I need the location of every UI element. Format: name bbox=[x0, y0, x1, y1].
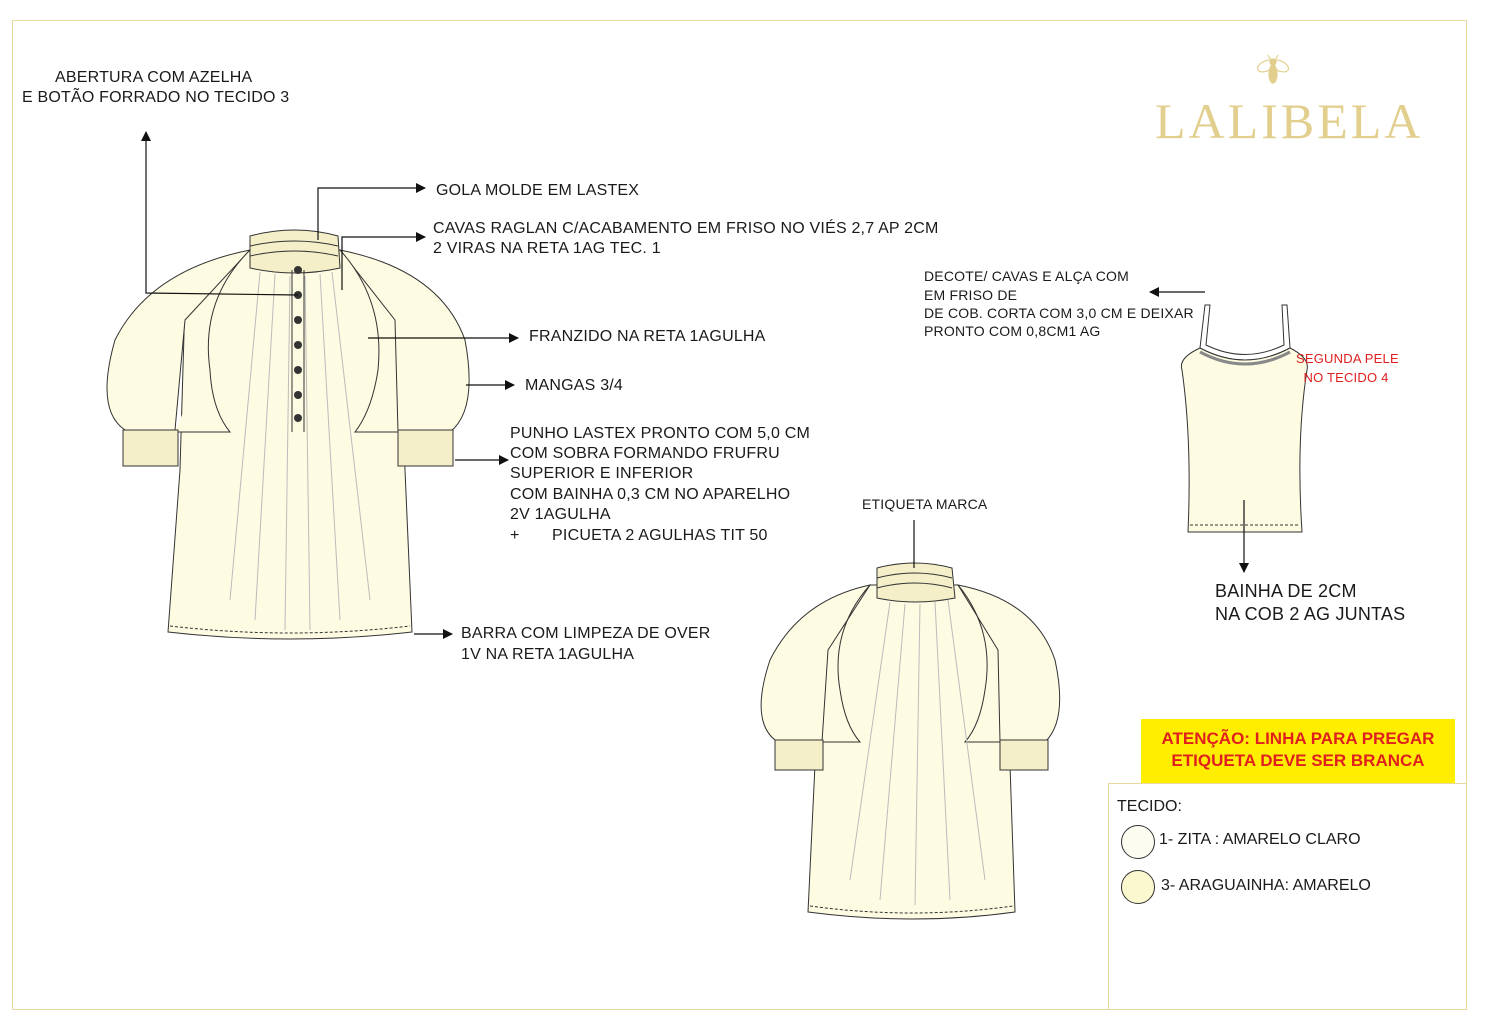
warning-line-1: ATENÇÃO: LINHA PARA PREGAR bbox=[1161, 729, 1435, 748]
label-etiqueta: ETIQUETA MARCA bbox=[862, 496, 988, 512]
label-gola: GOLA MOLDE EM LASTEX bbox=[436, 182, 640, 199]
blouse-front-drawing bbox=[107, 230, 469, 639]
label-punho-3: SUPERIOR E INFERIOR bbox=[510, 465, 694, 482]
label-punho-1: PUNHO LASTEX PRONTO COM 5,0 CM bbox=[510, 425, 810, 442]
label-franzido: FRANZIDO NA RETA 1AGULHA bbox=[529, 328, 766, 345]
label-bainha-2: NA COB 2 AG JUNTAS bbox=[1215, 604, 1406, 624]
tank-top-drawing bbox=[1181, 305, 1307, 532]
blouse-back-drawing bbox=[761, 563, 1060, 919]
label-barra-1: BARRA COM LIMPEZA DE OVER bbox=[461, 625, 711, 642]
label-punho-5: 2V 1AGULHA bbox=[510, 506, 611, 523]
fabric-swatch-araguainha bbox=[1121, 870, 1155, 904]
fabric-label-zita: 1- ZITA : AMARELO CLARO bbox=[1159, 831, 1361, 848]
label-bainha-1: BAINHA DE 2CM bbox=[1215, 581, 1357, 601]
label-mangas: MANGAS 3/4 bbox=[525, 377, 624, 394]
fabric-swatch-zita bbox=[1121, 825, 1155, 859]
label-cavas-2: 2 VIRAS NA RETA 1AG TEC. 1 bbox=[433, 240, 661, 257]
fabric-label-araguainha: 3- ARAGUAINHA: AMARELO bbox=[1161, 877, 1371, 894]
fabric-legend bbox=[1108, 783, 1467, 1010]
label-barra-2: 1V NA RETA 1AGULHA bbox=[461, 646, 635, 663]
label-punho-6: + PICUETA 2 AGULHAS TIT 50 bbox=[510, 527, 768, 544]
label-segunda-pele-1: SEGUNDA PELE bbox=[1296, 351, 1399, 366]
label-decote-3: DE COB. CORTA COM 3,0 CM E DEIXAR bbox=[924, 305, 1194, 321]
label-punho-4: COM BAINHA 0,3 CM NO APARELHO bbox=[510, 486, 791, 503]
label-decote-2: EM FRISO DE bbox=[924, 287, 1018, 303]
brand-logo: LALIBELA bbox=[1155, 93, 1424, 149]
label-abertura-1: ABERTURA COM AZELHA bbox=[55, 69, 253, 86]
label-cavas-1: CAVAS RAGLAN C/ACABAMENTO EM FRISO NO VIÉS 2,7 AP 2CM bbox=[433, 220, 939, 237]
label-segunda-pele-2: NO TECIDO 4 bbox=[1303, 370, 1389, 385]
label-abertura-2: E BOTÃO FORRADO NO TECIDO 3 bbox=[22, 89, 290, 106]
warning-box bbox=[1141, 719, 1455, 783]
label-decote-4: PRONTO COM 0,8CM1 AG bbox=[924, 323, 1101, 339]
fabric-legend-title: TECIDO: bbox=[1117, 798, 1182, 815]
label-punho-2: COM SOBRA FORMANDO FRUFRU bbox=[510, 445, 780, 462]
label-decote-1: DECOTE/ CAVAS E ALÇA COM bbox=[924, 268, 1129, 284]
warning-line-2: ETIQUETA DEVE SER BRANCA bbox=[1171, 751, 1425, 770]
